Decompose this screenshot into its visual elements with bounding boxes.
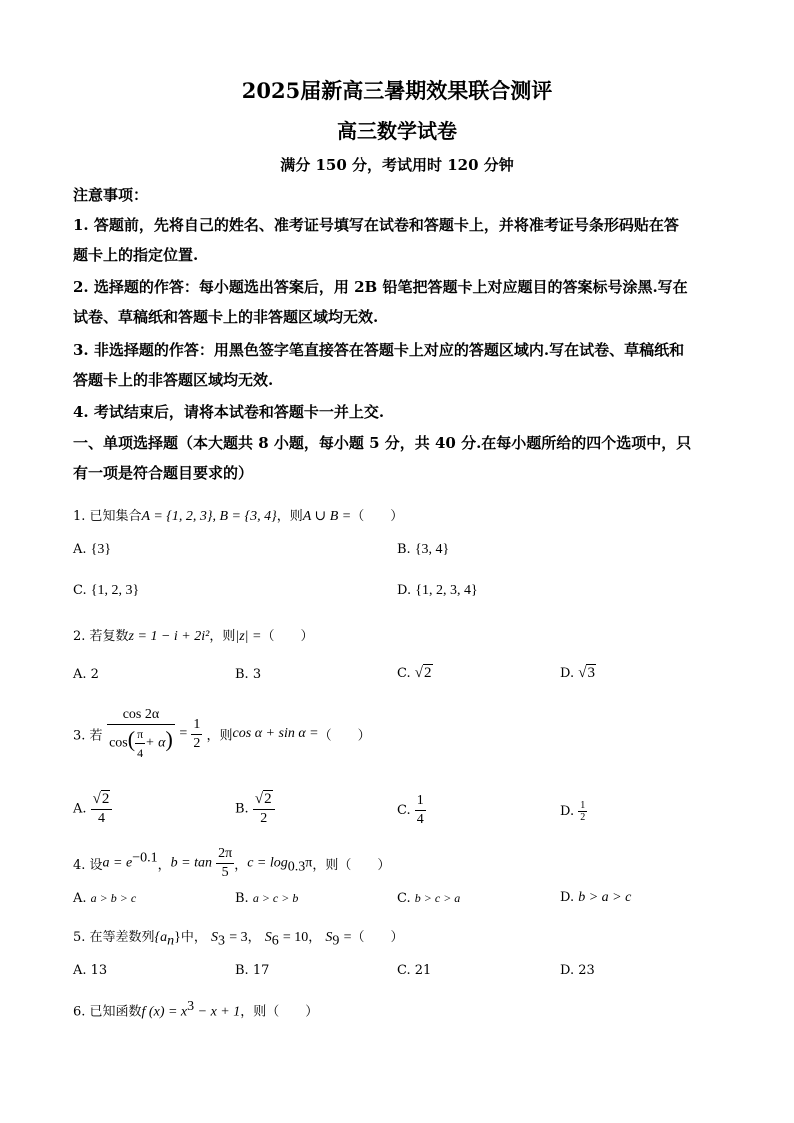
q3-option-b: B. $\frac{√2}{2}$ (235, 790, 275, 828)
q1-option-a: A. {3} (73, 542, 112, 557)
note-4: 4. 考试结束后，请将本试卷和答题卡一并上交. (73, 403, 385, 421)
q3-rhs-fraction: $\frac{1}{2}$ (193, 716, 201, 751)
question-2: 2. 若复数z = 1 − i + 2i²，则|z| =（ ） (73, 629, 314, 644)
note-3a: 3. 非选择题的作答：用黑色签字笔直接答在答题卡上对应的答题区域内.写在试卷、草稿纸和 (73, 341, 685, 359)
q2-option-a: A. 2 (73, 667, 99, 682)
question-4: 4. 设$a = e^{-0.1}$，b = tan $\frac{2\pi}{5}$ ，$c = \log_{0.3}\pi$，则（ ） (73, 846, 391, 880)
question-3: 3. 若 cos 2α cos( $\frac{\pi}{4}$ + α) = $\frac{1}{2}$ ，则cos α + sin α =（ ） (73, 707, 371, 760)
notes-heading: 注意事项： (73, 186, 149, 204)
question-5: 5. 在等差数列$\{a_n\}$中， $S_3 = 3$， $S_6 = 10$， $S_9$ =（ ） (73, 930, 404, 949)
note-1b: 题卡上的指定位置. (73, 246, 199, 264)
q4-option-c: C. b > c > a (397, 891, 461, 906)
q3-option-a: A. $\frac{√2}{4}$ (73, 790, 112, 828)
q4-option-b: B. a > c > b (235, 891, 299, 906)
section-heading-line1: 一、单项选择题（本大题共 8 小题，每小题 5 分，共 40 分.在每小题所给的四个选项中，只 (73, 434, 692, 452)
q5-option-c: C. 21 (397, 963, 432, 978)
q3-option-d: D. $\frac{1}{2}$ (560, 800, 586, 823)
note-2a: 2. 选择题的作答：每小题选出答案后，用 2B 铅笔把答题卡上对应题目的答案标号涂黑.写在 (73, 278, 688, 296)
exam-subtitle: 高三数学试卷 (337, 119, 457, 143)
q1-option-b: B. {3, 4} (397, 542, 450, 557)
q1-option-c: C. {1, 2, 3} (73, 583, 140, 598)
q2-option-d: D. √3 (560, 665, 595, 681)
note-2b: 试卷、草稿纸和答题卡上的非答题区域均无效. (73, 308, 379, 326)
q3-option-c: C. $\frac{1}{4}$ (397, 793, 424, 827)
q2-option-c: C. √2 (397, 665, 432, 681)
exam-title: 2025届新高三暑期效果联合测评 (241, 78, 553, 103)
q4-option-d: D. b > a > c (560, 890, 632, 905)
question-6: 6. 已知函数f $(x) = x^3 - x + 1$，则（ ） (73, 999, 319, 1020)
q5-option-d: D. 23 (560, 963, 595, 978)
exam-info: 满分 150 分，考试用时 120 分钟 (280, 156, 514, 174)
q4-option-a: A. a > b > c (73, 891, 137, 906)
question-1: 1. 已知集合A = {1, 2, 3}, B = {3, 4}，则A ∪ B =（ ） (73, 509, 404, 524)
section-heading-line2: 有一项是符合题目要求的） (73, 464, 254, 482)
q5-option-a: A. 13 (73, 963, 108, 978)
q2-option-b: B. 3 (235, 667, 262, 682)
q1-option-d: D. {1, 2, 3, 4} (397, 583, 478, 598)
q5-option-b: B. 17 (235, 963, 270, 978)
note-1a: 1. 答题前，先将自己的姓名、准考证号填写在试卷和答题卡上，并将准考证号条形码贴在答 (73, 216, 679, 234)
q3-lhs-fraction: cos 2α cos( $\frac{\pi}{4}$ + α) (107, 706, 176, 762)
note-3b: 答题卡上的非答题区域均无效. (73, 371, 274, 389)
